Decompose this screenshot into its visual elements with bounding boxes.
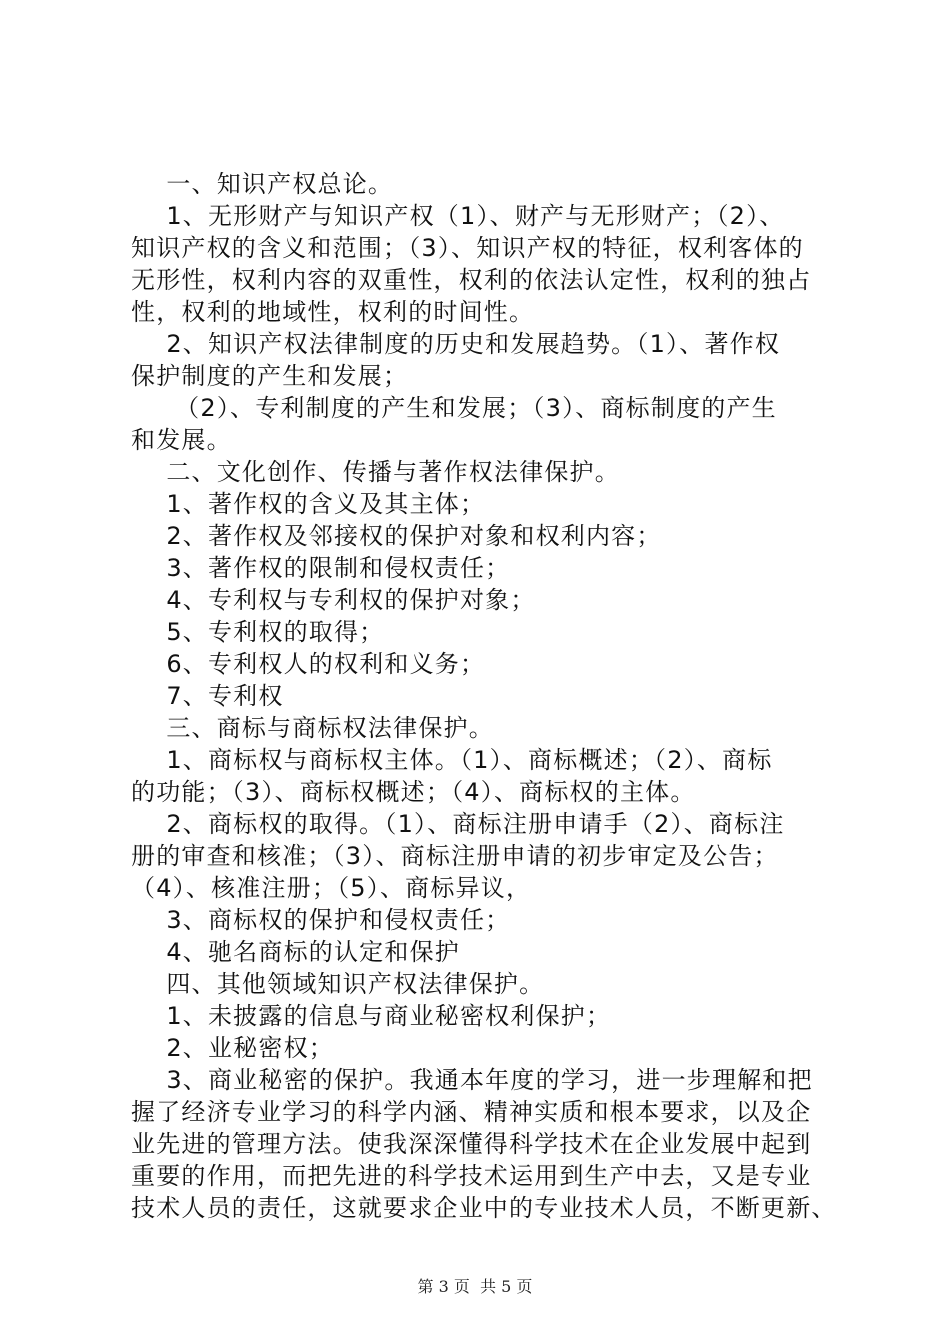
text-line: 业先进的管理方法。使我深深懂得科学技术在企业发展中起到 xyxy=(131,1130,812,1158)
text-line: （2）、专利制度的产生和发展；（3）、商标制度的产生 xyxy=(131,394,777,422)
text-line: 2、著作权及邻接权的保护对象和权利内容； xyxy=(131,522,662,550)
text-line: 1、未披露的信息与商业秘密权利保护； xyxy=(131,1002,612,1030)
text-line: 性，权利的地域性，权利的时间性。 xyxy=(131,298,535,326)
text-line: 和发展。 xyxy=(131,426,232,454)
text-line: 2、知识产权法律制度的历史和发展趋势。（1）、著作权 xyxy=(131,330,781,358)
text-line: 重要的作用，而把先进的科学技术运用到生产中去，又是专业 xyxy=(131,1162,812,1190)
text-line: 册的审查和核准；（3）、商标注册申请的初步审定及公告； xyxy=(131,842,779,870)
text-line: 2、商标权的取得。（1）、商标注册申请手（2）、商标注 xyxy=(131,810,785,838)
text-line: 3、商标权的保护和侵权责任； xyxy=(131,906,511,934)
text-line: 4、驰名商标的认定和保护 xyxy=(131,938,460,966)
text-line: 2、业秘密权； xyxy=(131,1034,334,1062)
text-line: 1、商标权与商标权主体。（1）、商标概述；（2）、商标 xyxy=(131,746,773,774)
text-line: 的功能；（3）、商标权概述；（4）、商标权的主体。 xyxy=(131,778,696,806)
text-line: 二、文化创作、传播与著作权法律保护。 xyxy=(131,458,620,486)
text-line: 知识产权的含义和范围；（3）、知识产权的特征，权利客体的 xyxy=(131,234,804,262)
text-line: 保护制度的产生和发展； xyxy=(131,362,409,390)
text-line: 1、无形财产与知识产权（1）、财产与无形财产；（2）、 xyxy=(131,202,785,230)
text-line: 3、商业秘密的保护。我通本年度的学习，进一步理解和把 xyxy=(131,1066,813,1094)
text-line: 4、专利权与专利权的保护对象； xyxy=(131,586,536,614)
text-line: （4）、核准注册；（5）、商标异议， xyxy=(131,874,532,902)
text-line: 3、著作权的限制和侵权责任； xyxy=(131,554,511,582)
text-line: 1、著作权的含义及其主体； xyxy=(131,490,486,518)
text-line: 握了经济专业学习的科学内涵、精神实质和根本要求，以及企 xyxy=(131,1098,812,1126)
text-line: 四、其他领域知识产权法律保护。 xyxy=(131,970,545,998)
text-line: 6、专利权人的权利和义务； xyxy=(131,650,486,678)
text-line: 三、商标与商标权法律保护。 xyxy=(131,714,494,742)
text-line: 5、专利权的取得； xyxy=(131,618,385,646)
text-line: 一、知识产权总论。 xyxy=(131,170,394,198)
text-line: 无形性，权利内容的双重性，权利的依法认定性，权利的独占 xyxy=(131,266,812,294)
text-line: 技术人员的责任，这就要求企业中的专业技术人员，不断更新、 xyxy=(131,1194,837,1222)
document-body xyxy=(131,168,837,1224)
text-line: 7、专利权 xyxy=(131,682,284,710)
page-number-footer: 第 3 页 共 5 页 xyxy=(417,1277,533,1296)
